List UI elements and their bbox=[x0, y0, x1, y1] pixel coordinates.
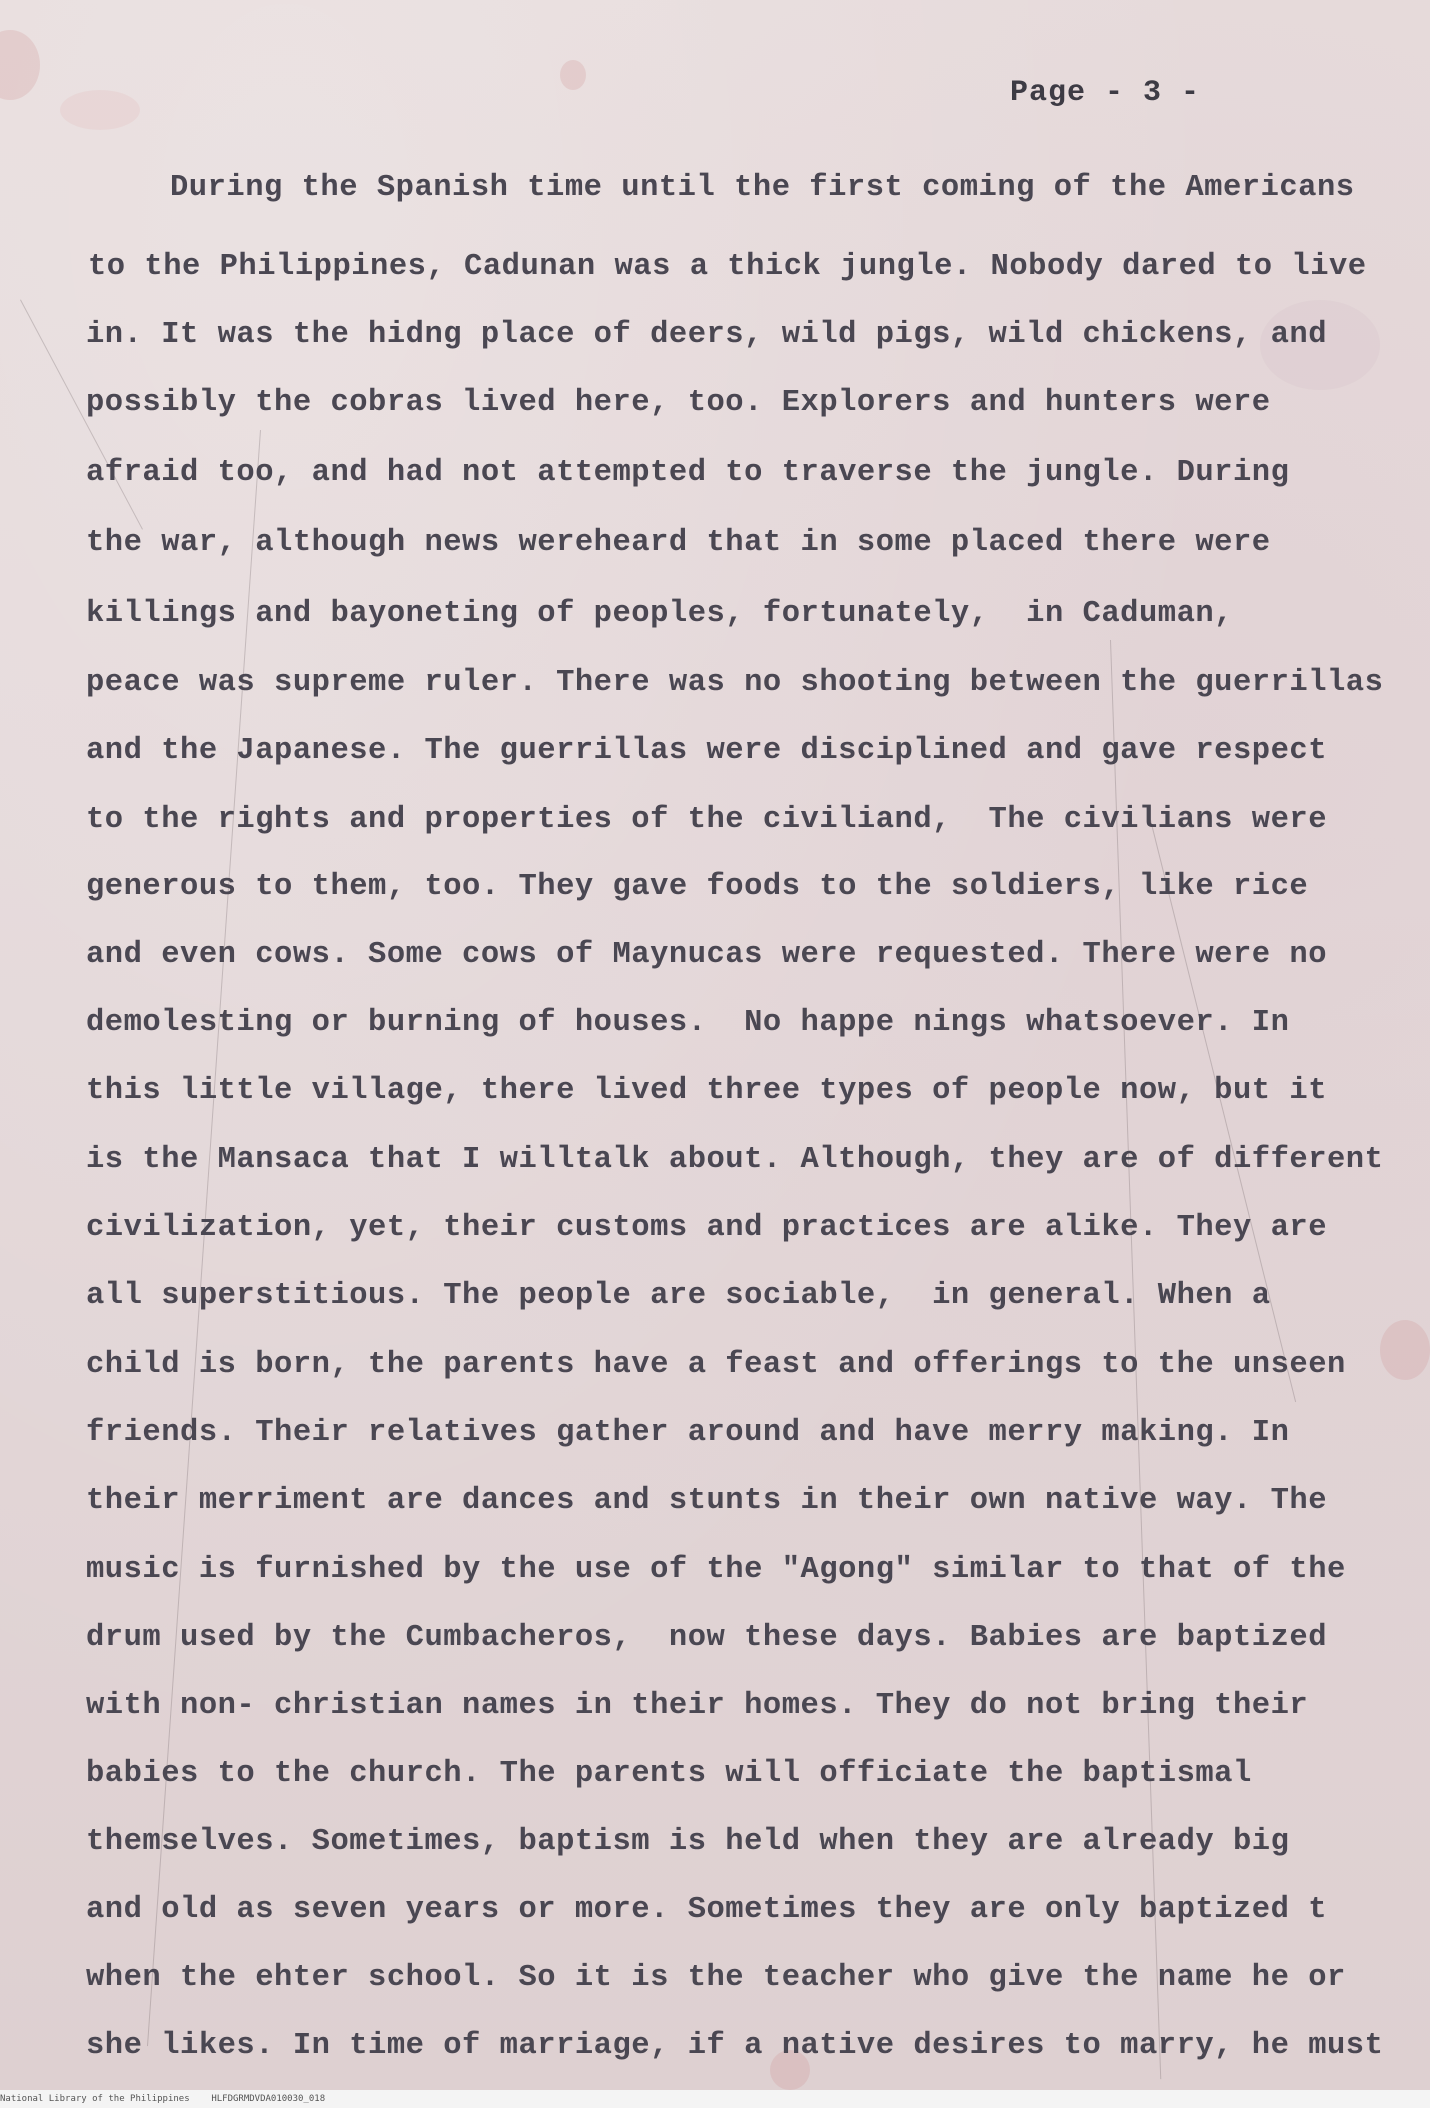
text-line: their merriment are dances and stunts in their own native way. The bbox=[86, 1484, 1327, 1518]
archive-footer: National Library of the Philippines HLFDGRMDVDA010030_018 bbox=[0, 2090, 1430, 2108]
text-line: demolesting or burning of houses. No happe nings whatsoever. In bbox=[86, 1006, 1290, 1040]
text-line: killings and bayoneting of peoples, fortunately, in Caduman, bbox=[86, 597, 1233, 631]
text-line: child is born, the parents have a feast and offerings to the unseen bbox=[86, 1348, 1346, 1382]
text-line: in. It was the hidng place of deers, wild pigs, wild chickens, and bbox=[86, 318, 1327, 352]
text-line: this little village, there lived three types of people now, but it bbox=[86, 1074, 1327, 1108]
page-number: Page - 3 - bbox=[1010, 76, 1201, 110]
text-line: and even cows. Some cows of Maynucas were requested. There were no bbox=[86, 938, 1327, 972]
text-line: babies to the church. The parents will officiate the baptismal bbox=[86, 1757, 1252, 1791]
text-line: with non- christian names in their homes. They do not bring their bbox=[86, 1689, 1309, 1723]
text-line: afraid too, and had not attempted to traverse the jungle. During bbox=[86, 456, 1290, 490]
text-line: and the Japanese. The guerrillas were disciplined and gave respect bbox=[86, 734, 1327, 768]
text-line: when the ehter school. So it is the teacher who give the name he or bbox=[86, 1961, 1346, 1995]
text-line: the war, although news wereheard that in some placed there were bbox=[86, 526, 1271, 560]
text-line: is the Mansaca that I willtalk about. Although, they are of different bbox=[86, 1143, 1384, 1177]
text-line: all superstitious. The people are sociable, in general. When a bbox=[86, 1279, 1271, 1313]
text-line: During the Spanish time until the first coming of the Americans bbox=[170, 171, 1355, 205]
text-line: she likes. In time of marriage, if a native desires to marry, he must bbox=[86, 2029, 1384, 2063]
text-line: and old as seven years or more. Sometimes they are only baptized t bbox=[86, 1893, 1327, 1927]
text-line: civilization, yet, their customs and practices are alike. They are bbox=[86, 1211, 1327, 1245]
text-line: drum used by the Cumbacheros, now these days. Babies are baptized bbox=[86, 1621, 1327, 1655]
text-line: to the rights and properties of the civiliand, The civilians were bbox=[86, 803, 1327, 837]
text-line: friends. Their relatives gather around and have merry making. In bbox=[86, 1416, 1290, 1450]
text-line: possibly the cobras lived here, too. Explorers and hunters were bbox=[86, 386, 1271, 420]
text-line: themselves. Sometimes, baptism is held when they are already big bbox=[86, 1825, 1290, 1859]
text-line: generous to them, too. They gave foods to the soldiers, like rice bbox=[86, 870, 1309, 904]
text-line: to the Philippines, Cadunan was a thick jungle. Nobody dared to live bbox=[88, 250, 1367, 284]
text-line: music is furnished by the use of the "Agong" similar to that of the bbox=[86, 1553, 1346, 1587]
text-line: peace was supreme ruler. There was no shooting between the guerrillas bbox=[86, 666, 1384, 700]
